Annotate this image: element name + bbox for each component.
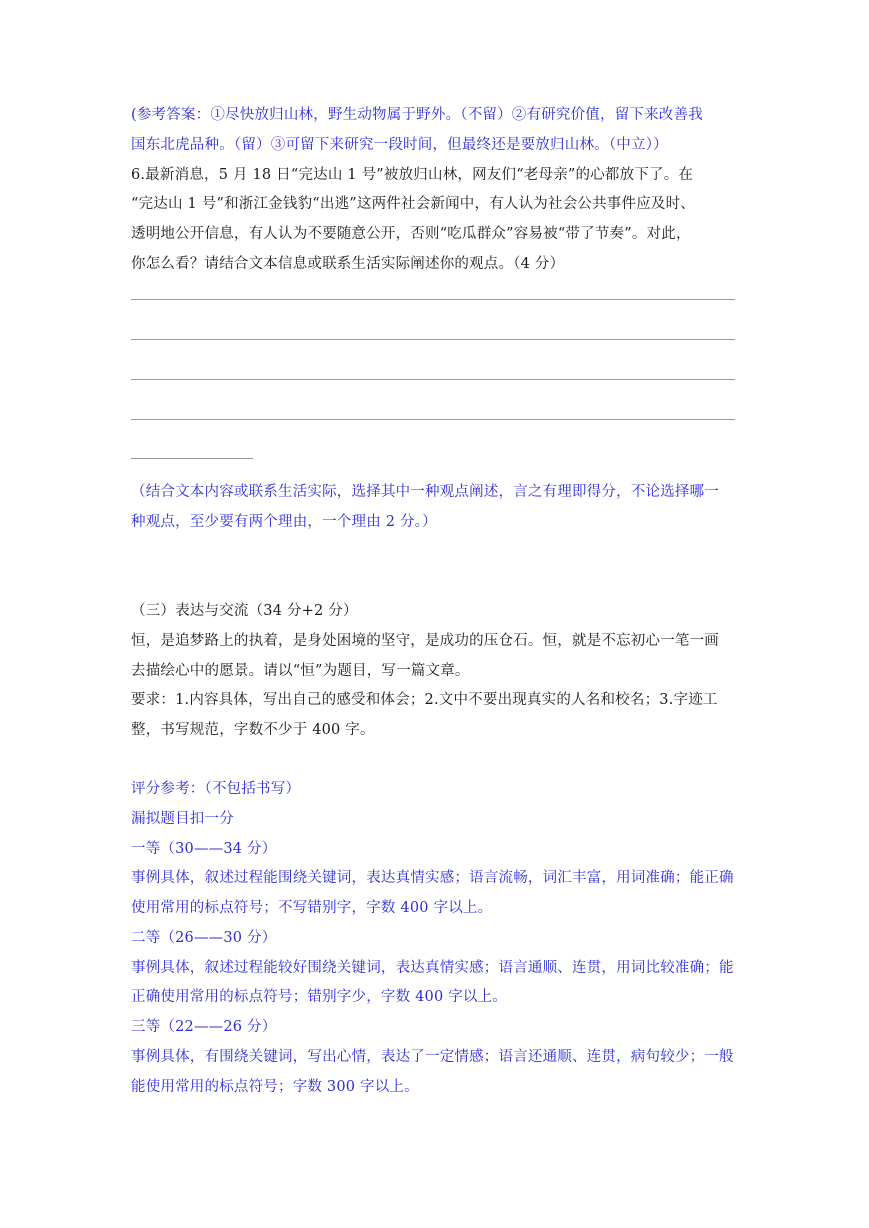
section3-prompt-line-1: 恒，是追梦路上的执着，是身处困境的坚守，是成功的压仓石。恒，就是不忘初心一笔一画: [131, 633, 719, 649]
question6-line-2: “完达山 1 号”和浙江金钱豹“出逃”这两件社会新闻中，有人认为社会公共事件应及时、: [131, 196, 695, 212]
answer-writing-line-3: [131, 379, 735, 380]
grading-title: 评分参考：（不包括书写）: [131, 781, 301, 797]
grading-tier-2-line-2: 正确使用常用的标点符号；错别字少，字数 400 字以上。: [131, 989, 507, 1005]
question6-answer-line-1: （结合文本内容或联系生活实际，选择其中一种观点阐述，言之有理即得分，不论选择哪一: [131, 484, 719, 500]
reference-answer-line-1: (参考答案：①尽快放归山林，野生动物属于野外。（不留）②有研究价值，留下来改善我: [131, 107, 703, 123]
question6-answer-line-2: 种观点，至少要有两个理由，一个理由 2 分。）: [131, 514, 437, 530]
answer-writing-line-5: [131, 458, 253, 459]
grading-tier-1-line-2: 使用常用的标点符号；不写错别字，字数 400 字以上。: [131, 900, 493, 916]
grading-tier-2-line-1: 事例具体，叙述过程能较好围绕关键词，表达真情实感；语言通顺、连贯，用词比较准确；能: [131, 960, 734, 976]
grading-note: 漏拟题目扣一分: [131, 811, 234, 827]
grading-tier-3-line-2: 能使用常用的标点符号；字数 300 字以上。: [131, 1079, 419, 1095]
grading-tier-2-label: 二等（26——30 分）: [131, 930, 277, 946]
answer-writing-line-2: [131, 339, 735, 340]
section3-requirement-line-2: 整，书写规范，字数不少于 400 字。: [131, 722, 375, 738]
question6-line-1: 6.最新消息，5 月 18 日“完达山 1 号”被放归山林，网友们“老母亲”的心都放下了。在: [131, 167, 694, 183]
question6-line-3: 透明地公开信息，有人认为不要随意公开，否则“吃瓜群众”容易被“带了节奏”。对此，: [131, 226, 691, 242]
section3-requirement-line-1: 要求：1.内容具体，写出自己的感受和体会；2.文中不要出现真实的人名和校名；3.字迹工: [131, 692, 718, 708]
answer-writing-line-4: [131, 419, 735, 420]
answer-writing-line-1: [131, 299, 735, 300]
question6-line-4: 你怎么看？请结合文本信息或联系生活实际阐述你的观点。（4 分）: [131, 256, 565, 272]
grading-tier-1-line-1: 事例具体，叙述过程能围绕关键词，表达真情实感；语言流畅，词汇丰富，用词准确；能正确: [131, 870, 734, 886]
grading-tier-3-line-1: 事例具体，有围绕关键词，写出心情，表达了一定情感；语言还通顺、连贯，病句较少；一般: [131, 1049, 734, 1065]
section3-prompt-line-2: 去描绘心中的愿景。请以“恒”为题目，写一篇文章。: [131, 663, 470, 679]
section3-heading: （三）表达与交流（34 分+2 分）: [131, 603, 358, 619]
grading-tier-1-label: 一等（30——34 分）: [131, 841, 277, 857]
grading-tier-3-label: 三等（22——26 分）: [131, 1019, 277, 1035]
reference-answer-line-2: 国东北虎品种。（留）③可留下来研究一段时间，但最终还是要放归山林。（中立））: [131, 137, 668, 153]
